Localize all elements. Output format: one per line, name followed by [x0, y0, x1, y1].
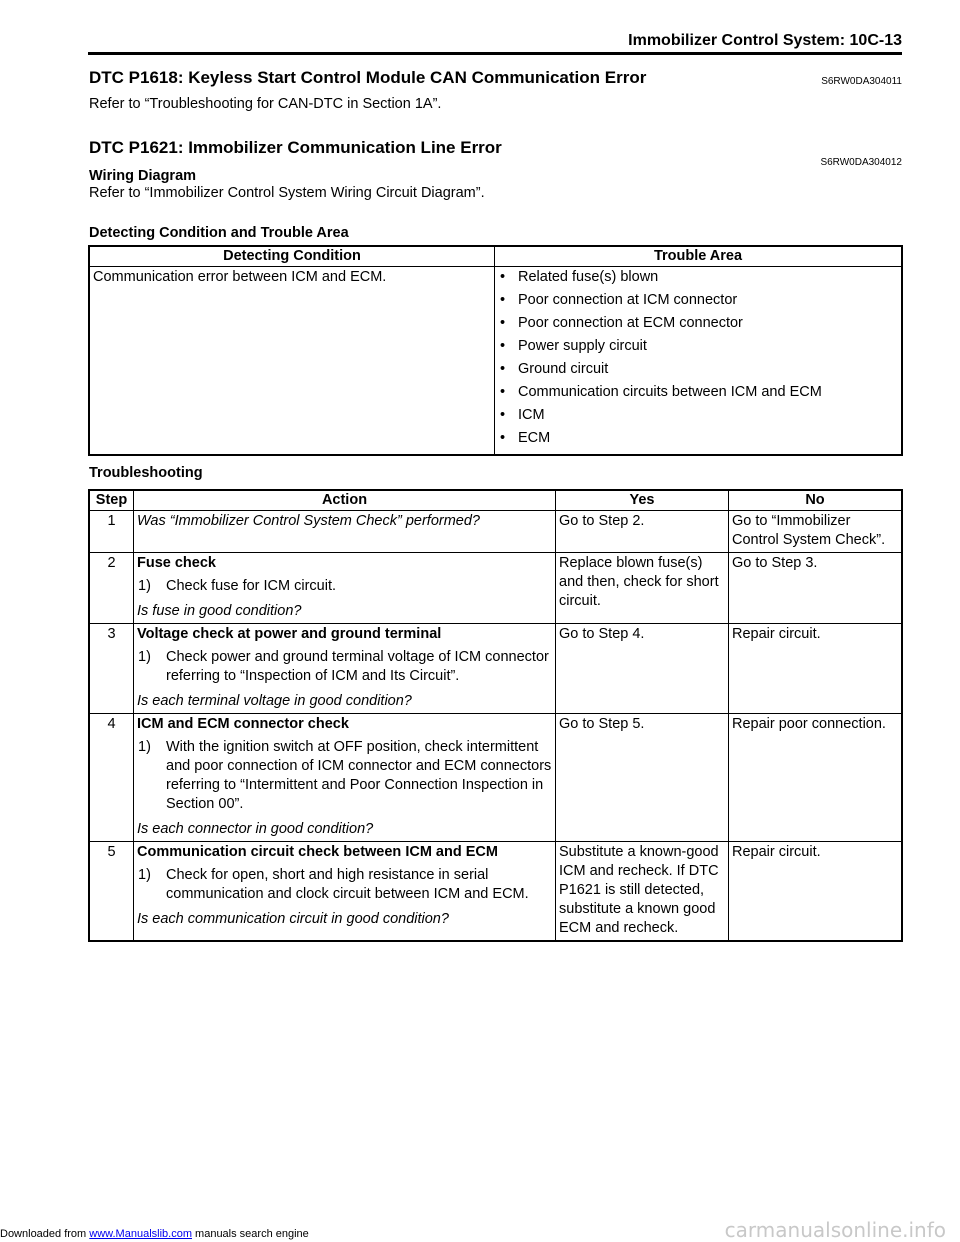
step-yes: Replace blown fuse(s) and then, check for short circuit. [556, 553, 729, 624]
detect-header-condition: Detecting Condition [89, 246, 495, 267]
table-row [89, 553, 902, 624]
watermark-text: carmanualsonline.info [724, 1218, 946, 1242]
step-question: Is each communication circuit in good condition? [137, 911, 449, 927]
substep-number: 1) [138, 867, 151, 883]
wiring-diagram-heading: Wiring Diagram [89, 168, 197, 184]
table-row [89, 511, 902, 553]
step-title: Fuse check [137, 555, 216, 571]
step-number: 3 [89, 624, 134, 714]
ts-header-yes: Yes [556, 490, 729, 511]
table-row [89, 624, 902, 714]
step-number: 4 [89, 714, 134, 842]
table-row [89, 714, 902, 842]
header-rule [88, 52, 902, 55]
page-header-title: Immobilizer Control System: 10C-13 [628, 32, 902, 49]
trouble-area-item: • ICM [495, 406, 898, 425]
step-no: Go to “Immobilizer Control System Check”. [729, 511, 903, 553]
ts-header-action: Action [134, 490, 556, 511]
step-question: Was “Immobilizer Control System Check” performed? [137, 513, 480, 529]
wiring-diagram-text: Refer to “Immobilizer Control System Wiring Circuit Diagram”. [89, 185, 485, 201]
download-footer [0, 1228, 309, 1240]
trouble-area-item: • Related fuse(s) blown [495, 268, 898, 287]
substep-text: Check for open, short and high resistance in serial communication and clock circuit between ICM and ECM. [166, 867, 529, 902]
substep-text: Check fuse for ICM circuit. [166, 578, 337, 594]
step-yes: Go to Step 2. [556, 511, 729, 553]
substep-text: With the ignition switch at OFF position, check intermittent and poor connection of ICM connector and ECM connectors referring to “Intermittent and Poor Connection Inspection in Section 00”. [166, 739, 552, 812]
trouble-area-list [495, 268, 898, 448]
step-no: Repair circuit. [729, 842, 903, 942]
trouble-area-item: • Ground circuit [495, 360, 898, 379]
detect-condition-cell: Communication error between ICM and ECM. [89, 267, 495, 456]
trouble-area-item: • Communication circuits between ICM and ECM [495, 383, 898, 402]
footer-prefix: Downloaded from [0, 1228, 90, 1240]
detect-header-area: Trouble Area [495, 246, 903, 267]
step-yes: Substitute a known-good ICM and recheck. If DTC P1621 is still detected, substitute a known good ECM and recheck. [556, 842, 729, 942]
step-number: 1 [89, 511, 134, 553]
dtc-p1618-title: DTC P1618: Keyless Start Control Module CAN Communication Error [89, 68, 647, 87]
substep-number: 1) [138, 739, 151, 755]
step-title: Voltage check at power and ground terminal [137, 626, 442, 642]
substep-number: 1) [138, 578, 151, 594]
dtc-p1618-text: Refer to “Troubleshooting for CAN-DTC in Section 1A”. [89, 96, 442, 112]
step-number: 2 [89, 553, 134, 624]
step-question: Is each connector in good condition? [137, 821, 374, 837]
step-number: 5 [89, 842, 134, 942]
trouble-area-item: • Poor connection at ECM connector [495, 314, 898, 333]
footer-suffix: manuals search engine [191, 1228, 309, 1240]
step-title: Communication circuit check between ICM and ECM [137, 844, 498, 860]
substep-number: 1) [138, 649, 151, 665]
step-question: Is fuse in good condition? [137, 603, 302, 619]
manualslib-link[interactable]: www.Manualslib.com [89, 1228, 192, 1240]
troubleshooting-heading: Troubleshooting [89, 465, 203, 481]
troubleshooting-table [88, 489, 903, 942]
step-title: ICM and ECM connector check [137, 716, 349, 732]
detecting-condition-table [88, 245, 903, 456]
detecting-heading: Detecting Condition and Trouble Area [89, 225, 349, 241]
ts-header-step: Step [89, 490, 134, 511]
step-no: Repair poor connection. [729, 714, 903, 842]
trouble-area-item: • Poor connection at ICM connector [495, 291, 898, 310]
table-row [89, 842, 902, 942]
dtc-p1621-code: S6RW0DA304012 [820, 157, 902, 168]
trouble-area-item: • ECM [495, 429, 898, 448]
step-question: Is each terminal voltage in good condition? [137, 693, 412, 709]
dtc-p1618-code: S6RW0DA304011 [821, 76, 902, 87]
dtc-p1621-title: DTC P1621: Immobilizer Communication Line Error [89, 138, 502, 157]
step-yes: Go to Step 4. [556, 624, 729, 714]
step-yes: Go to Step 5. [556, 714, 729, 842]
step-no: Go to Step 3. [729, 553, 903, 624]
trouble-area-item: • Power supply circuit [495, 337, 898, 356]
ts-header-no: No [729, 490, 903, 511]
step-no: Repair circuit. [729, 624, 903, 714]
substep-text: Check power and ground terminal voltage of ICM connector referring to “Inspection of ICM and Its Circuit”. [166, 649, 549, 684]
